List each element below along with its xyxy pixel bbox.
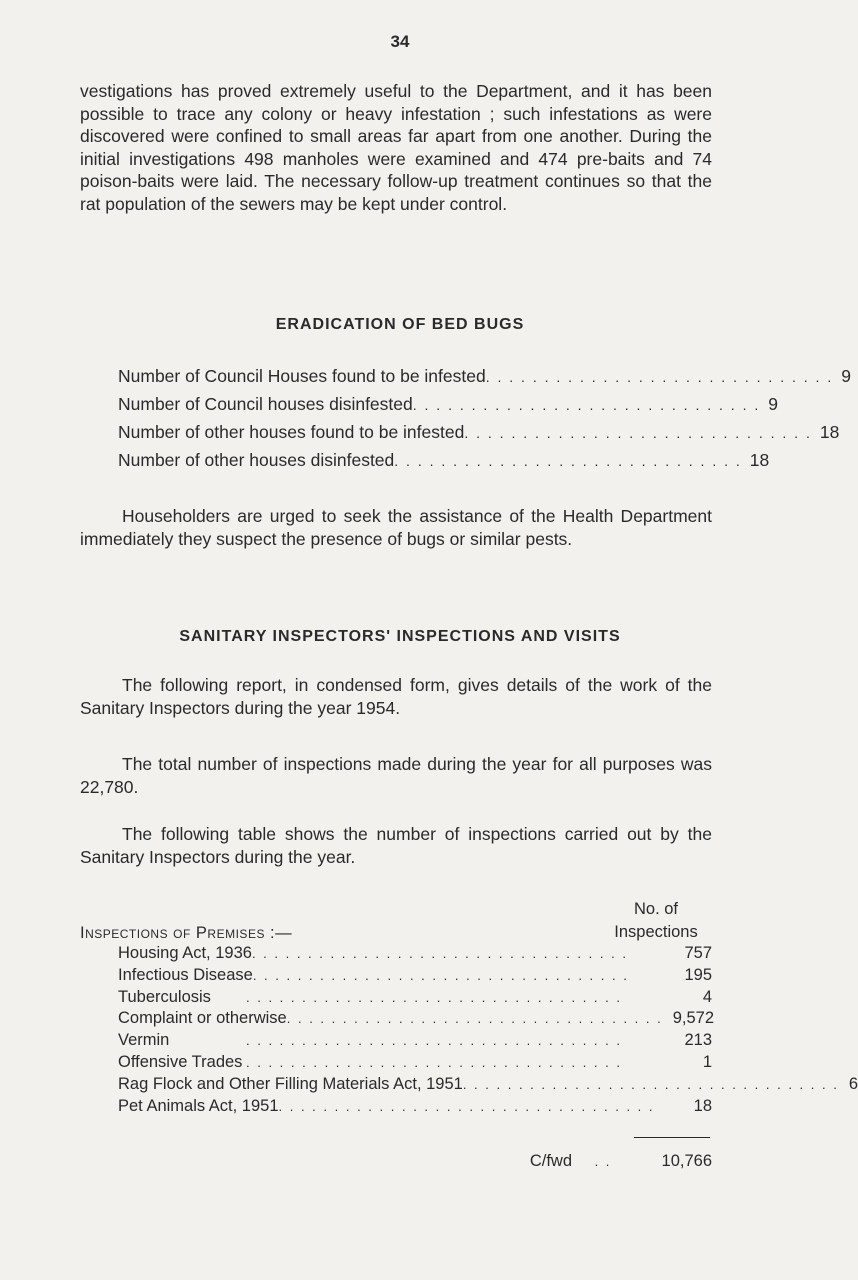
leader-dots: . . . . . . . . . . . . . . . . . . . . . . . . . . . . . . . . . . [246, 1054, 622, 1070]
table-row [118, 1009, 715, 1031]
leader-dots: . . [594, 1154, 612, 1169]
row-label: Vermin [118, 1031, 170, 1050]
row-label: Number of other houses found to be infested [118, 422, 465, 442]
leader-dots: . . . . . . . . . . . . . . . . . . . . . . . . . . . . . . . . . . [246, 1033, 622, 1049]
row-value: 4 [702, 987, 712, 1006]
inspections-table [118, 944, 858, 1118]
leader-dots: . . . . . . . . . . . . . . . . . . . . . . . . . . . . . . [394, 453, 742, 469]
bed-bugs-row [118, 450, 770, 478]
leader-dots: . . . . . . . . . . . . . . . . . . . . . . . . . . . . . . [485, 369, 834, 385]
leader-dots: . . . . . . . . . . . . . . . . . . . . . . . . . . . . . . . . . . [246, 989, 622, 1005]
row-value: 6 [848, 1074, 858, 1093]
leader-dots: . . . . . . . . . . . . . . . . . . . . . . . . . . . . . . [412, 397, 761, 413]
row-label: Rag Flock and Other Filling Materials Act, 1951 [118, 1074, 463, 1093]
row-value: 757 [684, 944, 712, 962]
row-label: Housing Act, 1936 [118, 944, 252, 962]
sanitary-para-3: The following table shows the number of inspections carried out by the Sanitary Inspectors during the year. [80, 824, 712, 867]
table-row [118, 1031, 712, 1053]
bed-bugs-list [118, 366, 851, 478]
leader-dots: . . . . . . . . . . . . . . . . . . . . . . . . . . . . . . . . . . [252, 967, 629, 983]
row-value: 18 [693, 1096, 712, 1115]
row-label: Number of Council Houses found to be infested [118, 366, 486, 386]
bed-bugs-row [118, 366, 851, 394]
row-label: Pet Animals Act, 1951 [118, 1096, 279, 1115]
leader-dots: . . . . . . . . . . . . . . . . . . . . . . . . . . . . . . . . . . [462, 1076, 839, 1092]
intro-paragraph: vestigations has proved extremely useful to the Department, and it has been possible to trace any colony or heavy infestation ; such infestations as were discovered were confined to small areas far apart from one another. During the initial investigations 498 manholes were examined and 474 pre-baits and 74 poison-baits were laid. The necessary follow-up treatment continues so that the rat population of the sewers may be kept under control. [80, 81, 712, 214]
count-header-line-2: Inspections [614, 923, 698, 941]
row-label: Offensive Trades [118, 1052, 243, 1071]
carried-forward-value: 10,766 [661, 1152, 712, 1170]
table-row [118, 966, 712, 988]
inspections-table-header: Inspections of Premises :— [80, 924, 293, 942]
leader-dots: . . . . . . . . . . . . . . . . . . . . . . . . . . . . . . . . . . [251, 946, 628, 961]
row-value: 195 [684, 965, 712, 984]
table-row [118, 1097, 712, 1119]
leader-dots: . . . . . . . . . . . . . . . . . . . . . . . . . . . . . . . . . . [286, 1011, 663, 1027]
page-number: 34 [390, 32, 410, 51]
inspections-count-header [596, 898, 716, 944]
table-row [118, 988, 712, 1010]
bed-bugs-note: Householders are urged to seek the assistance of the Health Department immediately they suspect the presence of bugs or similar pests. [80, 506, 712, 549]
bed-bugs-heading: ERADICATION OF BED BUGS [275, 316, 525, 333]
row-value: 213 [684, 1031, 712, 1050]
row-value: 9,572 [672, 1009, 715, 1028]
row-value: 18 [749, 450, 770, 470]
leader-dots: . . . . . . . . . . . . . . . . . . . . . . . . . . . . . . [464, 425, 812, 441]
bed-bugs-row [118, 394, 778, 422]
table-row [118, 944, 712, 966]
row-label: Complaint or otherwise [118, 1009, 287, 1028]
bed-bugs-row [118, 422, 840, 450]
row-label: Tuberculosis [118, 987, 211, 1006]
row-label: Infectious Disease [118, 965, 253, 984]
total-rule [634, 1137, 710, 1138]
row-label: Number of Council houses disinfested [118, 394, 413, 414]
row-label: Number of other houses disinfested [118, 450, 395, 470]
carried-forward-row [500, 1152, 712, 1171]
row-value: 18 [819, 422, 840, 442]
sanitary-para-1: The following report, in condensed form, gives details of the work of the Sanitary Inspectors during the year 1954. [80, 675, 712, 718]
row-value: 9 [841, 366, 851, 386]
table-row [118, 1074, 858, 1097]
count-header-line-1: No. of [633, 900, 679, 918]
carried-forward-label: C/fwd [529, 1152, 572, 1170]
row-value: 9 [768, 394, 778, 414]
sanitary-heading: SANITARY INSPECTORS' INSPECTIONS AND VISITS [179, 628, 621, 645]
row-value: 1 [702, 1052, 712, 1071]
table-row [118, 1053, 712, 1075]
sanitary-para-2: The total number of inspections made during the year for all purposes was 22,780. [80, 754, 712, 797]
leader-dots: . . . . . . . . . . . . . . . . . . . . . . . . . . . . . . . . . . [278, 1098, 655, 1114]
